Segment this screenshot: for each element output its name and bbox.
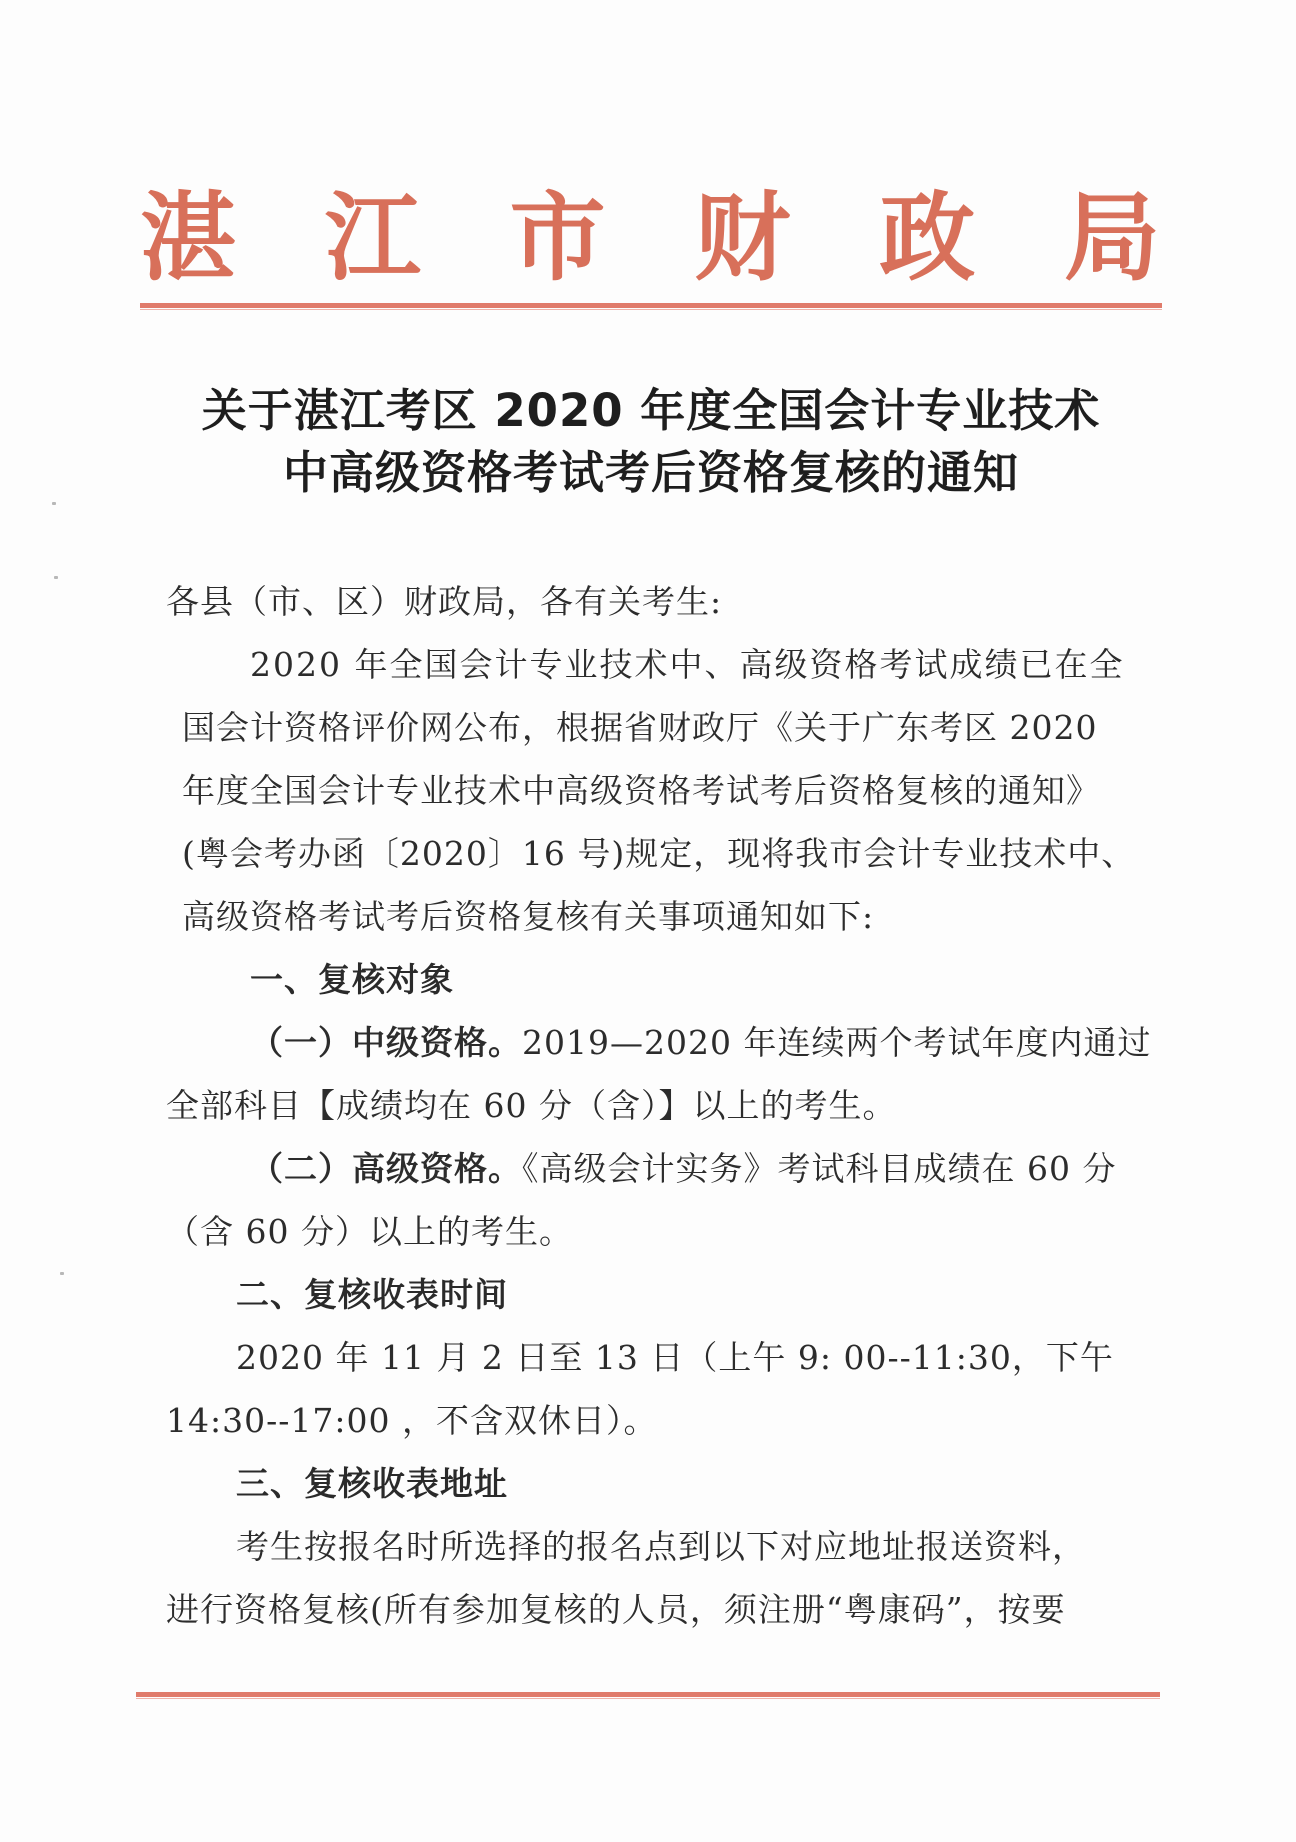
paragraph-1-line-3: 年度全国会计专业技术中高级资格考试考后资格复核的通知》 bbox=[182, 771, 1100, 810]
section-3-line-1: 考生按报名时所选择的报名点到以下对应地址报送资料， bbox=[236, 1527, 1086, 1566]
letterhead-title bbox=[140, 178, 1160, 298]
section-2-line-2: 14:30--17:00 ，不含双休日）。 bbox=[166, 1401, 658, 1440]
paragraph-1-line-1: 2020 年全国会计专业技术中、高级资格考试成绩已在全 bbox=[250, 645, 1125, 684]
item-label: （二）高级资格。 bbox=[250, 1149, 522, 1188]
item-text: 《高级会计实务》考试科目成绩在 60 分 bbox=[522, 1149, 1117, 1188]
letterhead-char: 江 bbox=[324, 181, 421, 294]
letterhead-char: 政 bbox=[879, 181, 976, 294]
section-1-item-2 bbox=[250, 1149, 1117, 1188]
section-1-item-1 bbox=[250, 1023, 1152, 1062]
letterhead-char: 湛 bbox=[140, 181, 236, 294]
letterhead-divider bbox=[140, 303, 1162, 308]
footer-divider bbox=[136, 1692, 1160, 1697]
item-label: （一）中级资格。 bbox=[250, 1023, 522, 1062]
section-3-line-2: 进行资格复核(所有参加复核的人员，须注册“粤康码”，按要 bbox=[166, 1590, 1066, 1629]
notice-title-line-1: 关于湛江考区 2020 年度全国会计专业技术 bbox=[201, 384, 1101, 437]
paragraph-1-line-2: 国会计资格评价网公布，根据省财政厅《关于广东考区 2020 bbox=[182, 708, 1098, 747]
section-1-heading: 一、复核对象 bbox=[250, 960, 454, 999]
paragraph-1-line-5: 高级资格考试考后资格复核有关事项通知如下: bbox=[182, 897, 875, 936]
scan-speck bbox=[54, 576, 58, 579]
paragraph-1-line-4: (粤会考办函〔2020〕16 号)规定，现将我市会计专业技术中、 bbox=[182, 834, 1136, 873]
notice-title-line-2: 中高级资格考试考后资格复核的通知 bbox=[282, 446, 1019, 499]
scan-speck bbox=[60, 1272, 64, 1275]
scan-speck bbox=[52, 502, 56, 505]
section-2-line-1: 2020 年 11 月 2 日至 13 日（上午 9: 00--11:30，下午 bbox=[236, 1338, 1114, 1377]
letterhead-char: 财 bbox=[694, 181, 791, 294]
section-1-item-1-line-2: 全部科目【成绩均在 60 分（含）】以上的考生。 bbox=[166, 1086, 897, 1125]
salutation: 各县（市、区）财政局，各有关考生: bbox=[166, 582, 723, 621]
letterhead-char: 局 bbox=[1063, 181, 1160, 294]
section-2-heading: 二、复核收表时间 bbox=[236, 1275, 508, 1314]
section-1-item-2-line-2: （含 60 分）以上的考生。 bbox=[166, 1212, 573, 1251]
section-3-heading: 三、复核收表地址 bbox=[236, 1464, 508, 1503]
item-text: 2019—2020 年连续两个考试年度内通过 bbox=[522, 1023, 1152, 1062]
letterhead-char: 市 bbox=[509, 181, 606, 294]
